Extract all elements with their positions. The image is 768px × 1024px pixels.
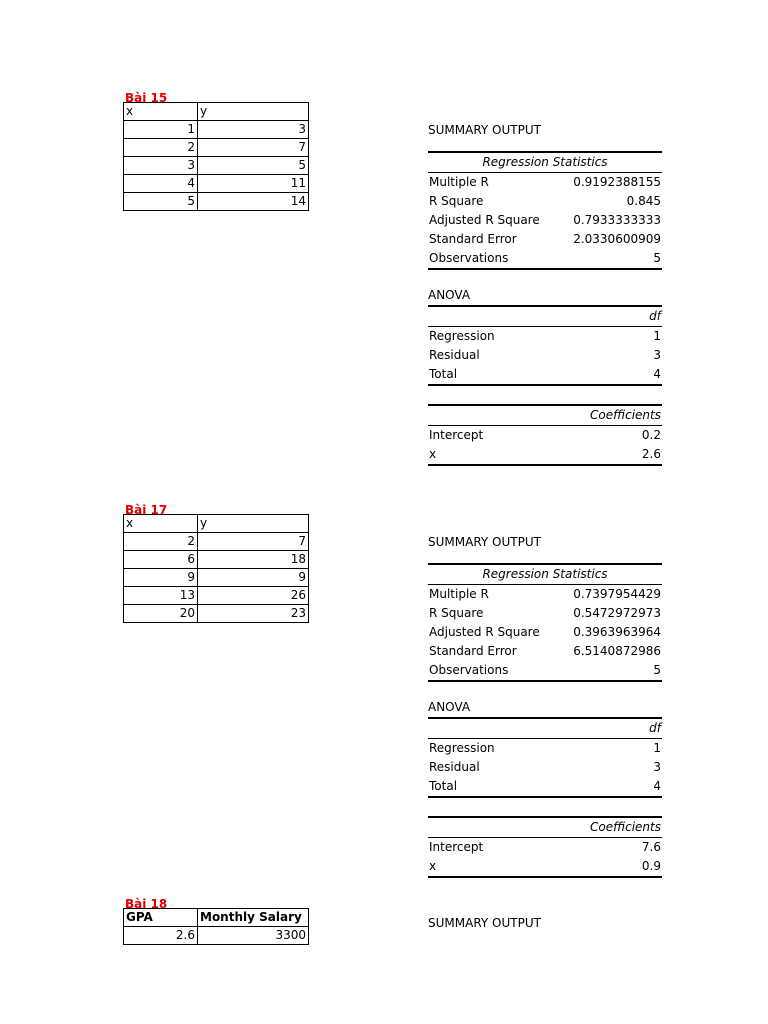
table-row xyxy=(124,569,309,587)
table-row xyxy=(124,175,309,193)
anova-label: Residual xyxy=(429,348,480,362)
cell-x: 6 xyxy=(124,551,198,569)
table-row xyxy=(124,157,309,175)
cell-x: 2 xyxy=(124,533,198,551)
anova-label: Regression xyxy=(429,329,495,343)
anova-value: 3 xyxy=(653,760,661,774)
column-header-x: x xyxy=(124,515,198,533)
coef-value: 7.6 xyxy=(641,840,661,854)
coef-label: x xyxy=(428,857,530,877)
anova-caption: ANOVA xyxy=(428,288,471,302)
cell-x: 5 xyxy=(124,193,198,211)
stat-label: Multiple R xyxy=(429,175,489,189)
cell-y: 14 xyxy=(198,193,309,211)
cell-x: 20 xyxy=(124,605,198,623)
anova-value: 3 xyxy=(653,348,661,362)
table-row xyxy=(428,346,662,365)
anova-label: Total xyxy=(428,777,622,797)
anova-value: 1 xyxy=(653,329,661,343)
table-row xyxy=(428,445,662,465)
regression-statistics-heading: Regression Statistics xyxy=(428,564,662,585)
cell-x: 2 xyxy=(124,139,198,157)
column-header-y: y xyxy=(198,515,309,533)
table-row xyxy=(428,211,662,230)
anova-df-heading: df xyxy=(622,306,662,327)
stat-value: 5 xyxy=(558,249,662,269)
coef-value: 2.6 xyxy=(530,445,662,465)
table-row xyxy=(428,623,662,642)
coef-label: Intercept xyxy=(429,840,484,854)
coef-value: 0.2 xyxy=(641,428,661,442)
anova-caption: ANOVA xyxy=(428,700,471,714)
table-row xyxy=(428,426,662,446)
column-header-x: x xyxy=(124,103,198,121)
table-row xyxy=(428,604,662,623)
regression-statistics-table xyxy=(428,151,662,270)
stat-label: Adjusted R Square xyxy=(429,625,540,639)
cell-y: 26 xyxy=(198,587,309,605)
anova-value: 1 xyxy=(653,741,661,755)
anova-df-heading: df xyxy=(622,718,662,739)
stat-value: 0.7933333333 xyxy=(573,213,661,227)
table-row xyxy=(428,327,662,347)
table-row xyxy=(428,777,662,797)
cell-y: 9 xyxy=(198,569,309,587)
anova-value: 4 xyxy=(622,365,662,385)
stat-value: 0.845 xyxy=(626,194,661,208)
stat-label: Multiple R xyxy=(429,587,489,601)
exercise-title: Bài 17 xyxy=(125,503,168,517)
cell-gpa: 2.6 xyxy=(124,927,198,945)
table-row xyxy=(124,139,309,157)
summary-caption: SUMMARY OUTPUT xyxy=(428,535,541,549)
cell-y: 7 xyxy=(198,139,309,157)
stat-value: 0.3963963964 xyxy=(573,625,661,639)
cell-x: 13 xyxy=(124,587,198,605)
anova-table xyxy=(428,305,662,386)
cell-y: 3 xyxy=(198,121,309,139)
table-row xyxy=(428,661,662,681)
coefficients-table xyxy=(428,404,662,466)
cell-y: 23 xyxy=(198,605,309,623)
stat-label: Adjusted R Square xyxy=(429,213,540,227)
table-row xyxy=(428,365,662,385)
stat-label: R Square xyxy=(429,194,484,208)
cell-monthly-salary: 3300 xyxy=(198,927,309,945)
cell-y: 5 xyxy=(198,157,309,175)
coefficients-table xyxy=(428,816,662,878)
coef-label: x xyxy=(428,445,530,465)
column-header-y: y xyxy=(198,103,309,121)
cell-y: 18 xyxy=(198,551,309,569)
stat-value: 5 xyxy=(558,661,662,681)
exercise-title: Bài 15 xyxy=(125,91,168,105)
summary-output xyxy=(428,121,662,466)
table-row xyxy=(124,121,309,139)
anova-table xyxy=(428,717,662,798)
anova-label: Residual xyxy=(429,760,480,774)
stat-value: 0.7397954429 xyxy=(573,587,661,601)
table-row xyxy=(428,642,662,661)
table-row xyxy=(428,173,662,193)
table-row xyxy=(124,193,309,211)
summary-caption: SUMMARY OUTPUT xyxy=(428,123,541,137)
column-header-gpa: GPA xyxy=(124,909,198,927)
coefficients-heading: Coefficients xyxy=(530,817,662,838)
table-row xyxy=(428,838,662,858)
table-row xyxy=(428,857,662,877)
table-row xyxy=(428,739,662,759)
cell-x: 3 xyxy=(124,157,198,175)
cell-y: 7 xyxy=(198,533,309,551)
table-row xyxy=(428,230,662,249)
anova-label: Total xyxy=(428,365,622,385)
stat-label: Observations xyxy=(428,249,558,269)
stat-value: 0.5472972973 xyxy=(573,606,661,620)
input-data-table xyxy=(123,102,309,211)
summary-output xyxy=(428,914,662,944)
table-row xyxy=(428,585,662,605)
summary-output xyxy=(428,533,662,878)
table-row xyxy=(428,758,662,777)
anova-label: Regression xyxy=(429,741,495,755)
input-data-table xyxy=(123,514,309,623)
table-row xyxy=(428,249,662,269)
input-data-table xyxy=(123,908,309,945)
table-row xyxy=(124,587,309,605)
cell-x: 1 xyxy=(124,121,198,139)
exercise-title: Bài 18 xyxy=(125,897,168,911)
table-row xyxy=(124,533,309,551)
stat-label: Standard Error xyxy=(429,644,517,658)
stat-label: Observations xyxy=(428,661,558,681)
table-row xyxy=(124,605,309,623)
coef-label: Intercept xyxy=(429,428,484,442)
table-row xyxy=(428,192,662,211)
coefficients-heading: Coefficients xyxy=(530,405,662,426)
stat-label: R Square xyxy=(429,606,484,620)
stat-value: 6.5140872986 xyxy=(573,644,661,658)
cell-x: 9 xyxy=(124,569,198,587)
stat-value: 2.0330600909 xyxy=(573,232,661,246)
coef-value: 0.9 xyxy=(530,857,662,877)
table-row xyxy=(124,551,309,569)
summary-caption: SUMMARY OUTPUT xyxy=(428,916,541,930)
cell-x: 4 xyxy=(124,175,198,193)
stat-label: Standard Error xyxy=(429,232,517,246)
column-header-monthly-salary: Monthly Salary xyxy=(198,909,309,927)
stat-value: 0.9192388155 xyxy=(573,175,661,189)
regression-statistics-heading: Regression Statistics xyxy=(428,152,662,173)
cell-y: 11 xyxy=(198,175,309,193)
table-row xyxy=(124,927,309,945)
regression-statistics-table xyxy=(428,563,662,682)
anova-value: 4 xyxy=(622,777,662,797)
